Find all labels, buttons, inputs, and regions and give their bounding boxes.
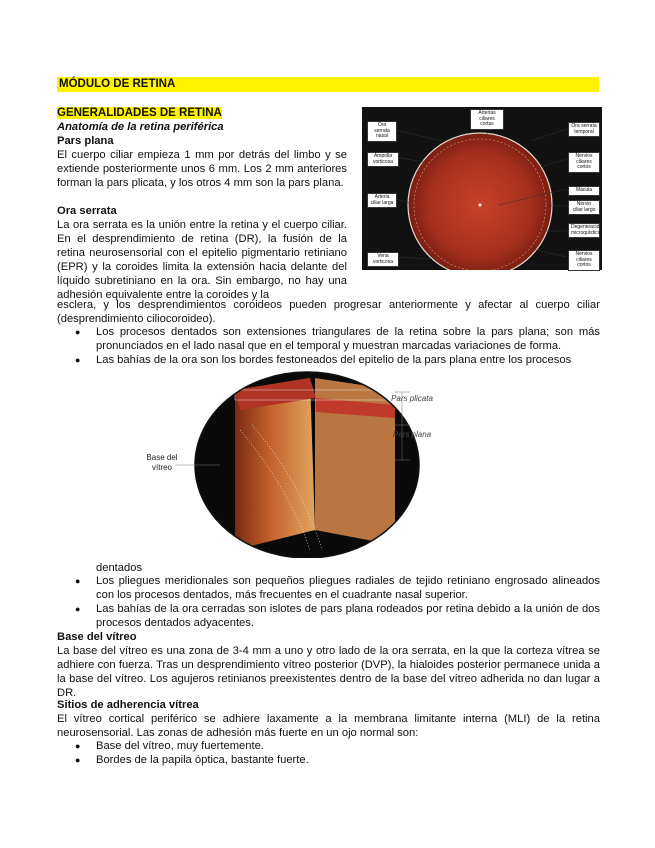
bullet-continuation: dentados: [96, 562, 143, 574]
list-item: ● Los pliegues meridionales son pequeños pliegues radiales de tejido retiniano engrosado alineados con los procesos dentados, más frecuentes en el cuadrante nasal superior.: [75, 575, 600, 601]
ora-serrata-text: La ora serrata es la unión entre la retina y el cuerpo ciliar. En el desprendimiento de retina (DR), la fusión de la retina neurosensorial con el epitelio pigmentario retiniano (EPR) y la coroides limita la extensión hacia delante del líquido subretiniano en la ora. Sin embargo, no hay una adhesión equivalente entre la coroides y la: [57, 219, 347, 301]
label-degeneracion: Degeneración microquística: [568, 223, 600, 238]
adherencia-heading: Sitios de adherencia vítrea: [57, 699, 199, 711]
list-item: ● Las bahías de la ora cerradas son islotes de pars plana rodeados por retina debido a la unión de dos procesos dentados adyacentes.: [75, 603, 600, 629]
vitreous-base-figure: [140, 370, 440, 558]
adherencia-text: El vítreo cortical periférico se adhiere laxamente a la membrana limitante interna (MLI) de la retina neurosensorial. Las zonas de adhesión más fuerte en un ojo normal son:: [57, 713, 600, 739]
list-item: ● Las bahías de la ora son los bordes festoneados del epitelio de la pars plana entre los procesos: [75, 354, 572, 366]
bullet-icon: ●: [75, 755, 81, 765]
list-item: ● Base del vítreo, muy fuertemente.: [75, 740, 264, 752]
fundus-image: [362, 107, 602, 270]
anatomy-heading: Anatomía de la retina periférica: [57, 121, 224, 133]
section-title: [57, 106, 222, 120]
bullet-icon: ●: [75, 741, 81, 751]
label-vena-vorticosa: Vena vorticosa: [367, 252, 399, 267]
label-macula: Mácula: [568, 186, 600, 196]
label-nervios-cortos-top: Nervios ciliares cortos: [568, 152, 600, 173]
label-pars-plicata: Pars plicata: [391, 394, 433, 403]
label-arterias-ciliares: Arterias ciliares cortas: [470, 109, 504, 130]
ora-serrata-text-continued: esclera, y los desprendimientos coroideos pueden progresar anteriormente y afectar al cuerpo ciliar (desprendimiento ciliocoroideo).: [57, 299, 600, 325]
bullet-icon: ●: [75, 576, 81, 586]
list-item: ● Bordes de la papila óptica, bastante fuerte.: [75, 754, 309, 766]
label-nervio-largo: Nervio ciliar largo: [568, 200, 600, 215]
ora-serrata-heading: Ora serrata: [57, 205, 117, 217]
label-ora-temporal: Ora serrata temporal: [568, 122, 600, 137]
label-base-vitreo: Base del vítreo: [146, 453, 178, 472]
base-vitreo-heading: Base del vítreo: [57, 631, 137, 643]
bullet-icon: ●: [75, 327, 81, 337]
fundus-figure: [362, 107, 602, 270]
bullet-icon: ●: [75, 604, 81, 614]
pars-plana-heading: Pars plana: [57, 135, 114, 147]
list-item: ● Los procesos dentados son extensiones triangulares de la retina sobre la pars plana; son más pronunciados en el lado nasal que en el temporal y muestran marcadas variaciones de forma.: [75, 326, 600, 352]
bullet-icon: ●: [75, 355, 81, 365]
section-title-text: GENERALIDADES DE RETINA: [57, 107, 222, 119]
label-nervios-cortos-bottom: Nervios ciliares cortos: [568, 250, 600, 271]
label-arteria-ciliar: Arteria ciliar larga: [367, 193, 397, 208]
module-title: MÓDULO DE RETINA: [57, 77, 599, 92]
base-vitreo-text: La base del vítreo es una zona de 3-4 mm a uno y otro lado de la ora serrata, en la que la corteza vítrea se adhiere con fuerza. Tras un desprendimiento vítreo posterior (DVP), la hialoides posterior permanece unida a la base del vítreo. Los agujeros retinianos preexistentes dentro de la base del vítreo adherida no dan lugar a DR.: [57, 645, 600, 699]
label-ampolla: Ampolla vorticosa: [367, 152, 399, 167]
label-pars-plana: Pars plana: [392, 430, 432, 439]
pars-plana-text: El cuerpo ciliar empieza 1 mm por detrás del limbo y se extiende posteriormente unos 6 mm. Los 2 mm anteriores forman la pars plicata, y los otros 4 mm son la pars plana.: [57, 149, 347, 189]
label-ora-nasal: Ora serrata nasal: [367, 121, 397, 142]
